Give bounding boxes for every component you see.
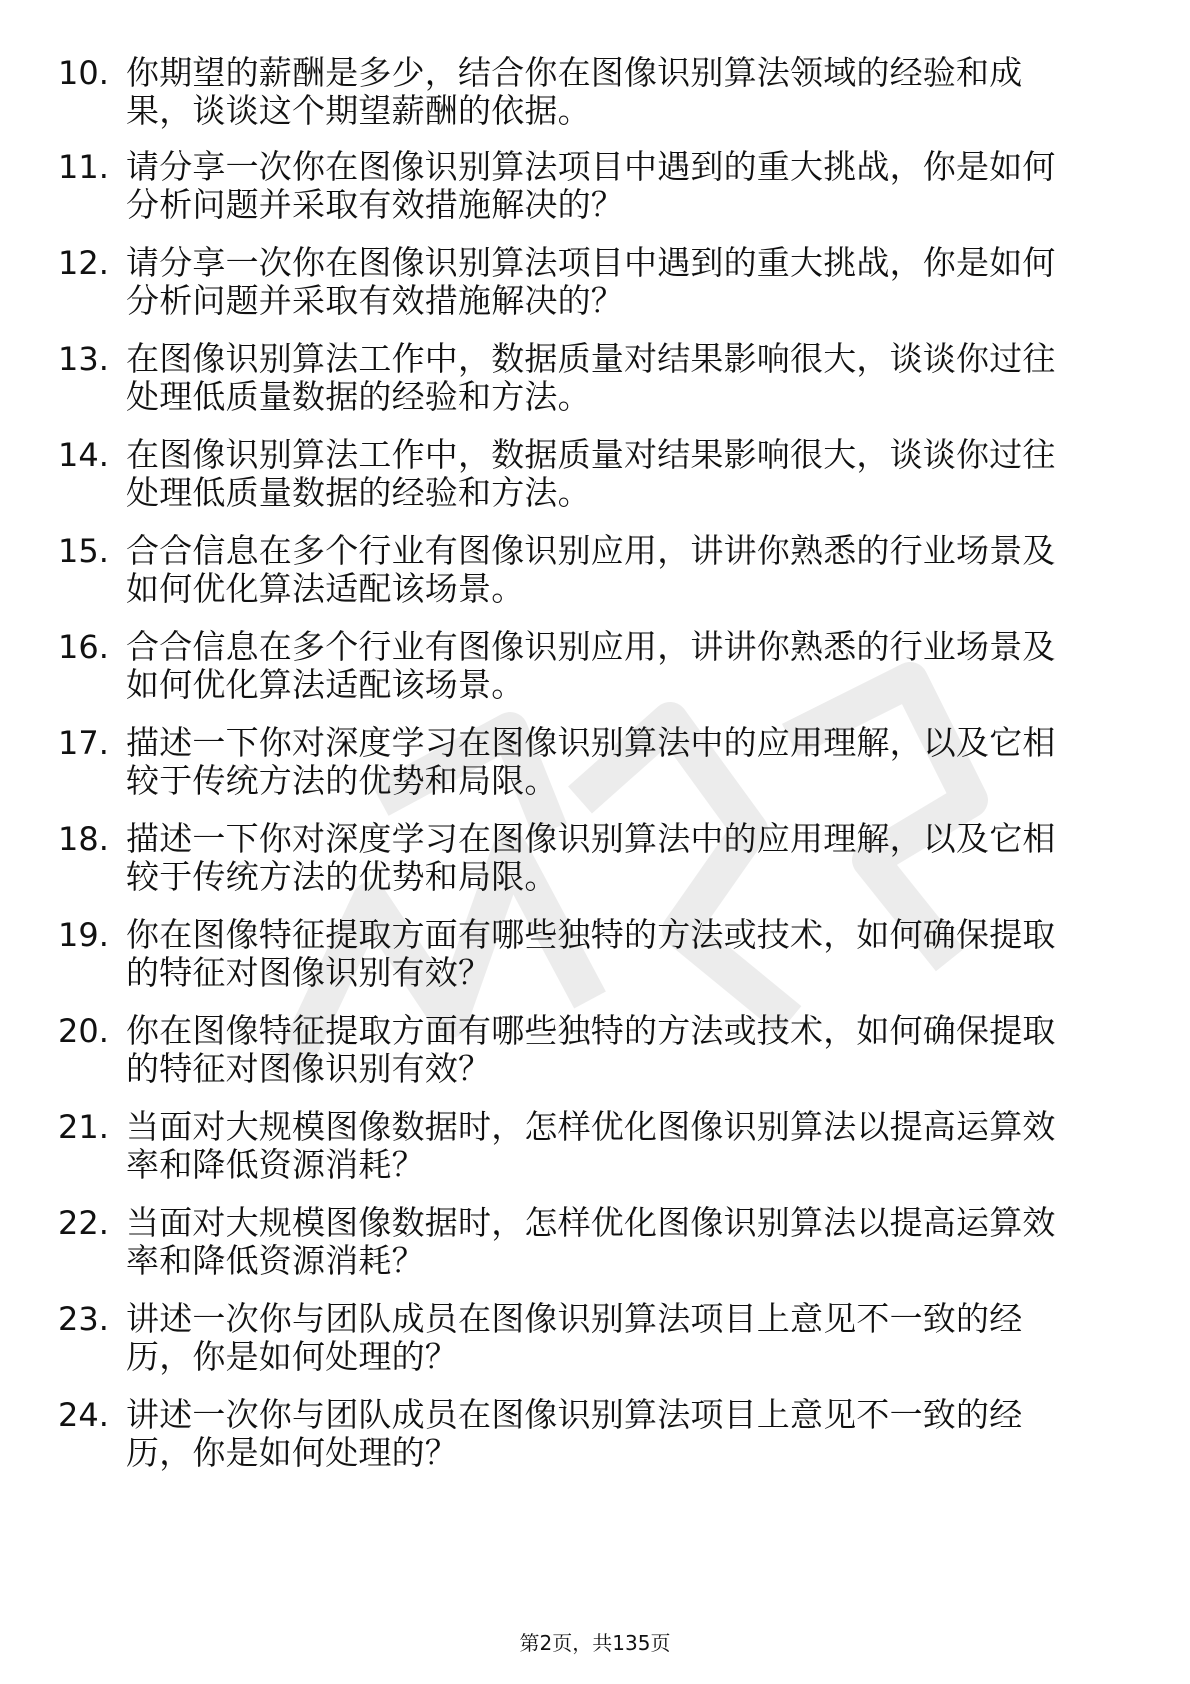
question-item	[58, 1396, 1138, 1486]
question-line-1: 你在图像特征提取方面有哪些独特的方法或技术，如何确保提取	[126, 915, 1056, 954]
question-item	[58, 820, 1138, 910]
question-text	[126, 1396, 1126, 1472]
question-line-2: 处理低质量数据的经验和方法。	[126, 377, 591, 416]
question-text	[126, 244, 1126, 320]
question-line-1: 在图像识别算法工作中，数据质量对结果影响很大，谈谈你过往	[126, 435, 1056, 474]
question-line-1: 你在图像特征提取方面有哪些独特的方法或技术，如何确保提取	[126, 1011, 1056, 1050]
question-number: 11.	[58, 148, 109, 186]
question-line-1: 合合信息在多个行业有图像识别应用，讲讲你熟悉的行业场景及	[126, 531, 1056, 570]
question-number: 18.	[58, 820, 109, 858]
question-item	[58, 916, 1138, 1006]
question-number: 15.	[58, 532, 109, 570]
question-line-2: 历，你是如何处理的？	[126, 1433, 458, 1472]
question-line-2: 处理低质量数据的经验和方法。	[126, 473, 591, 512]
question-line-2: 的特征对图像识别有效？	[126, 953, 492, 992]
question-line-1: 合合信息在多个行业有图像识别应用，讲讲你熟悉的行业场景及	[126, 627, 1056, 666]
question-item	[58, 1204, 1138, 1294]
question-number: 10.	[58, 54, 109, 92]
question-line-2: 如何优化算法适配该场景。	[126, 665, 525, 704]
question-line-1: 讲述一次你与团队成员在图像识别算法项目上意见不一致的经	[126, 1299, 1023, 1338]
question-text	[126, 1108, 1126, 1184]
question-line-1: 在图像识别算法工作中，数据质量对结果影响很大，谈谈你过往	[126, 339, 1056, 378]
question-number: 20.	[58, 1012, 109, 1050]
question-line-2: 如何优化算法适配该场景。	[126, 569, 525, 608]
question-number: 16.	[58, 628, 109, 666]
question-number: 13.	[58, 340, 109, 378]
question-item	[58, 340, 1138, 430]
question-text	[126, 148, 1126, 224]
question-item	[58, 1300, 1138, 1390]
question-item	[58, 148, 1138, 238]
question-number: 23.	[58, 1300, 109, 1338]
question-text	[126, 532, 1126, 608]
question-line-1: 描述一下你对深度学习在图像识别算法中的应用理解，以及它相	[126, 819, 1056, 858]
question-line-1: 你期望的薪酬是多少，结合你在图像识别算法领域的经验和成	[126, 53, 1023, 92]
question-number: 22.	[58, 1204, 109, 1242]
question-text	[126, 916, 1126, 992]
question-number: 17.	[58, 724, 109, 762]
question-item	[58, 628, 1138, 718]
question-text	[126, 724, 1126, 800]
question-text	[126, 1300, 1126, 1376]
question-line-1: 请分享一次你在图像识别算法项目中遇到的重大挑战，你是如何	[126, 243, 1056, 282]
question-line-1: 请分享一次你在图像识别算法项目中遇到的重大挑战，你是如何	[126, 147, 1056, 186]
question-line-1: 当面对大规模图像数据时，怎样优化图像识别算法以提高运算效	[126, 1107, 1056, 1146]
question-line-2: 较于传统方法的优势和局限。	[126, 857, 558, 896]
question-item	[58, 1012, 1138, 1102]
question-number: 21.	[58, 1108, 109, 1146]
question-item	[58, 724, 1138, 814]
question-line-2: 果，谈谈这个期望薪酬的依据。	[126, 91, 591, 130]
question-item	[58, 436, 1138, 526]
question-line-1: 描述一下你对深度学习在图像识别算法中的应用理解，以及它相	[126, 723, 1056, 762]
question-number: 14.	[58, 436, 109, 474]
question-line-2: 分析问题并采取有效措施解决的？	[126, 281, 624, 320]
question-line-2: 历，你是如何处理的？	[126, 1337, 458, 1376]
question-text	[126, 54, 1126, 130]
question-text	[126, 820, 1126, 896]
question-item	[58, 1108, 1138, 1198]
question-number: 12.	[58, 244, 109, 282]
question-number: 19.	[58, 916, 109, 954]
question-line-2: 的特征对图像识别有效？	[126, 1049, 492, 1088]
page-footer: 第2页，共135页	[519, 1631, 671, 1655]
question-line-2: 率和降低资源消耗？	[126, 1145, 425, 1184]
question-line-2: 较于传统方法的优势和局限。	[126, 761, 558, 800]
question-item	[58, 244, 1138, 334]
question-item	[58, 532, 1138, 622]
question-line-2: 率和降低资源消耗？	[126, 1241, 425, 1280]
question-text	[126, 1204, 1126, 1280]
question-text	[126, 628, 1126, 704]
question-line-2: 分析问题并采取有效措施解决的？	[126, 185, 624, 224]
question-item	[58, 54, 1138, 144]
question-text	[126, 340, 1126, 416]
question-line-1: 当面对大规模图像数据时，怎样优化图像识别算法以提高运算效	[126, 1203, 1056, 1242]
question-text	[126, 1012, 1126, 1088]
question-line-1: 讲述一次你与团队成员在图像识别算法项目上意见不一致的经	[126, 1395, 1023, 1434]
question-number: 24.	[58, 1396, 109, 1434]
question-text	[126, 436, 1126, 512]
